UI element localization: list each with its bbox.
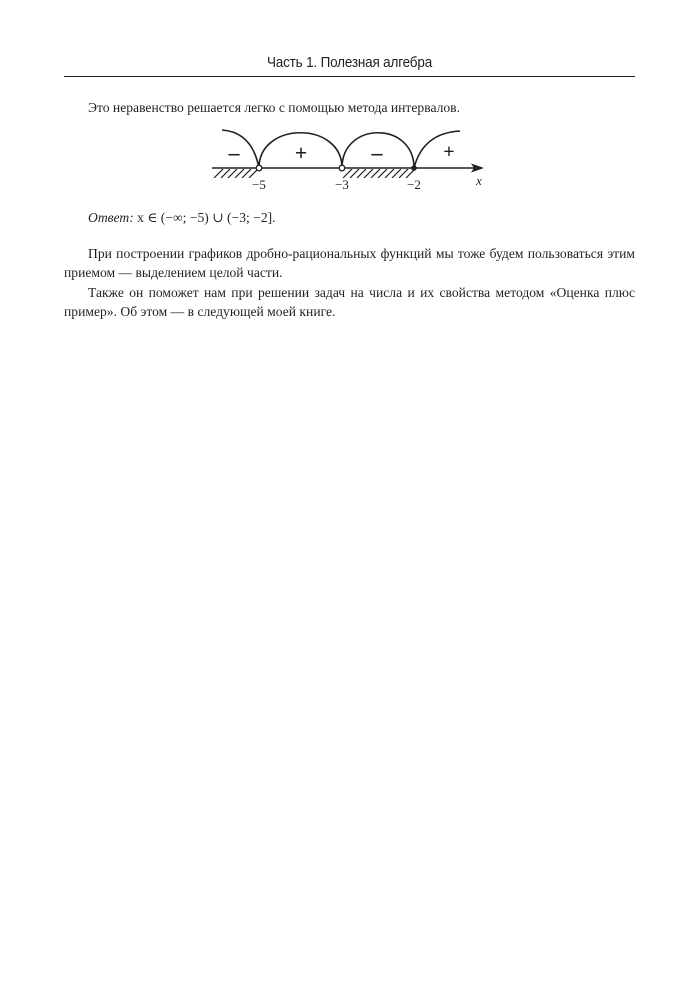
tick-label: −5 (252, 177, 266, 192)
point-filled-minus2 (411, 165, 417, 171)
point-open-minus3 (339, 165, 345, 171)
interval-method-diagram (212, 124, 502, 194)
sign-label: + (443, 141, 455, 163)
axis-variable-label: x (476, 173, 482, 188)
running-head: Часть 1. Полезная алгебра (266, 54, 433, 71)
sign-label: – (371, 140, 383, 165)
tick-label: −3 (335, 177, 349, 192)
answer-label: Ответ: (88, 210, 134, 225)
tick-label: −2 (407, 177, 421, 192)
answer-expression: x ∈ (−∞; −5) ∪ (−3; −2]. (133, 210, 276, 225)
point-open-minus5 (256, 165, 262, 171)
hatch-middle (343, 169, 415, 178)
sign-label: + (294, 140, 308, 165)
intro-paragraph: Это неравенство решается легко с помощью метода интервалов. (88, 100, 460, 115)
sign-label: – (228, 140, 240, 165)
body-paragraph: Также он поможет нам при решении задач на числа и их свойства методом «Оценка плюс пример». Об этом — в следующей моей книге. (64, 285, 635, 319)
body-paragraph: При построении графиков дробно-рациональных функций мы тоже будем пользоваться этим приемом — выделением целой части. (64, 246, 635, 280)
header-rule (64, 76, 635, 77)
answer-line (64, 208, 635, 227)
